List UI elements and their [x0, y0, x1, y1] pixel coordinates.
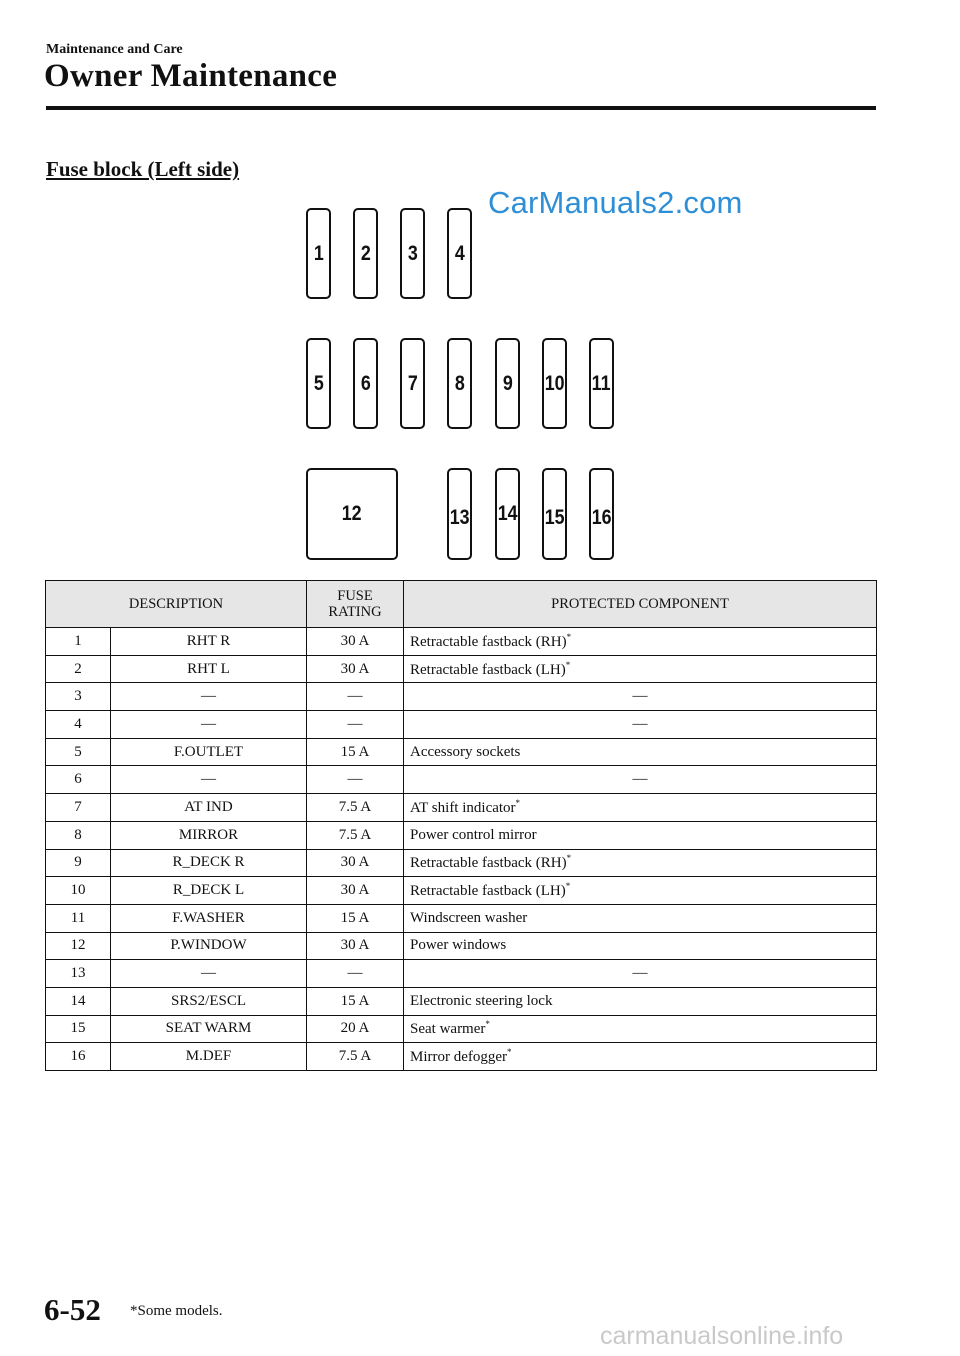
fuse-rating-cell: 15 A	[307, 904, 404, 932]
fuse-number-cell: 7	[46, 794, 111, 822]
protected-component-cell	[404, 711, 877, 739]
header-description: DESCRIPTION	[46, 581, 307, 628]
component-text: —	[632, 715, 648, 732]
fuse-rating-cell: 7.5 A	[307, 794, 404, 822]
fuse-12: 12	[306, 468, 398, 560]
table-row	[46, 711, 877, 739]
component-text: Retractable fastback (RH)	[410, 633, 567, 650]
fuse-description-cell: F.OUTLET	[111, 738, 307, 766]
fuse-rating-cell: 30 A	[307, 849, 404, 877]
table-row	[46, 849, 877, 877]
fuse-rating-cell: 30 A	[307, 877, 404, 905]
protected-component-cell	[404, 821, 877, 849]
fuse-rating-cell: 15 A	[307, 738, 404, 766]
fuse-number-cell: 3	[46, 683, 111, 711]
page-number: 6-52	[44, 1292, 101, 1327]
fuse-number-cell: 5	[46, 738, 111, 766]
some-models-marker: *	[485, 1019, 490, 1030]
protected-component-cell	[404, 849, 877, 877]
some-models-marker: *	[507, 1047, 512, 1058]
fuse-3: 3	[400, 208, 425, 299]
fuse-number-cell: 8	[46, 821, 111, 849]
fuse-description-cell: RHT L	[111, 655, 307, 683]
fuse-number-cell: 9	[46, 849, 111, 877]
fuse-block-heading: Fuse block (Left side)	[46, 157, 240, 181]
page-title: Owner Maintenance	[44, 58, 338, 94]
fuse-description-cell: R_DECK L	[111, 877, 307, 905]
table-header-row	[46, 581, 877, 628]
fuse-rating-cell: —	[307, 711, 404, 739]
fuse-description-cell: —	[111, 711, 307, 739]
fuse-1: 1	[306, 208, 331, 299]
watermark-top: CarManuals2.com	[488, 185, 743, 220]
component-text: Power control mirror	[410, 826, 537, 843]
header-fuse-rating: FUSE RATING	[307, 581, 404, 628]
component-text: Accessory sockets	[410, 743, 521, 760]
protected-component-cell	[404, 1015, 877, 1043]
fuse-rating-cell: —	[307, 960, 404, 988]
protected-component-cell	[404, 987, 877, 1015]
protected-component-cell	[404, 628, 877, 656]
table-row	[46, 683, 877, 711]
table-row	[46, 987, 877, 1015]
fuse-number-cell: 15	[46, 1015, 111, 1043]
table-row	[46, 794, 877, 822]
fuse-number-cell: 6	[46, 766, 111, 794]
fuse-rating-cell: —	[307, 683, 404, 711]
fuse-rating-cell: 30 A	[307, 932, 404, 960]
title-divider	[46, 106, 876, 110]
fuse-description-cell: M.DEF	[111, 1043, 307, 1071]
protected-component-cell	[404, 738, 877, 766]
fuse-description-cell: F.WASHER	[111, 904, 307, 932]
fuse-description-cell: —	[111, 960, 307, 988]
fuse-14: 14	[495, 468, 520, 560]
footnote: *Some models.	[130, 1303, 223, 1319]
fuse-16: 16	[589, 468, 614, 560]
table-row	[46, 904, 877, 932]
component-text: AT shift indicator	[410, 799, 516, 816]
fuse-rating-cell: 7.5 A	[307, 821, 404, 849]
table-row	[46, 877, 877, 905]
fuse-description-cell: —	[111, 683, 307, 711]
table-row	[46, 655, 877, 683]
protected-component-cell	[404, 932, 877, 960]
component-text: Windscreen washer	[410, 909, 528, 926]
fuse-rating-cell: 30 A	[307, 628, 404, 656]
some-models-marker: *	[565, 659, 571, 670]
fuse-11: 11	[589, 338, 614, 429]
fuse-15: 15	[542, 468, 567, 560]
fuse-description-cell: P.WINDOW	[111, 932, 307, 960]
fuse-number-cell: 11	[46, 904, 111, 932]
protected-component-cell	[404, 877, 877, 905]
fuse-description-cell: RHT R	[111, 628, 307, 656]
watermark-bottom: carmanualsonline.info	[600, 1322, 844, 1350]
fuse-2: 2	[353, 208, 378, 299]
fuse-description-cell: —	[111, 766, 307, 794]
fuse-description-cell: MIRROR	[111, 821, 307, 849]
section-label: Maintenance and Care	[46, 42, 183, 57]
some-models-marker: *	[566, 853, 572, 864]
protected-component-cell	[404, 904, 877, 932]
fuse-6: 6	[353, 338, 378, 429]
protected-component-cell	[404, 794, 877, 822]
fuse-number-cell: 13	[46, 960, 111, 988]
fuse-4: 4	[447, 208, 472, 299]
fuse-number-cell: 14	[46, 987, 111, 1015]
protected-component-cell	[404, 1043, 877, 1071]
fuse-9: 9	[495, 338, 520, 429]
component-text: Seat warmer	[410, 1021, 486, 1038]
fuse-rating-cell: 15 A	[307, 987, 404, 1015]
component-text: Mirror defogger	[410, 1049, 508, 1066]
protected-component-cell	[404, 655, 877, 683]
fuse-7: 7	[400, 338, 425, 429]
table-row	[46, 766, 877, 794]
component-text: —	[632, 771, 648, 788]
table-row	[46, 738, 877, 766]
fuse-rating-cell: —	[307, 766, 404, 794]
fuse-number-cell: 4	[46, 711, 111, 739]
some-models-marker: *	[566, 631, 572, 642]
fuse-13: 13	[447, 468, 472, 560]
fuse-number-cell: 10	[46, 877, 111, 905]
component-text: Retractable fastback (RH)	[410, 855, 567, 872]
component-text: Retractable fastback (LH)	[410, 661, 566, 678]
table-row	[46, 821, 877, 849]
fuse-10: 10	[542, 338, 567, 429]
fuse-description-cell: R_DECK R	[111, 849, 307, 877]
fuse-number-cell: 2	[46, 655, 111, 683]
fuse-table	[45, 580, 877, 1071]
fuse-description-cell: SRS2/ESCL	[111, 987, 307, 1015]
fuse-number-cell: 12	[46, 932, 111, 960]
protected-component-cell	[404, 766, 877, 794]
component-text: —	[632, 965, 648, 982]
fuse-number-cell: 1	[46, 628, 111, 656]
table-row	[46, 960, 877, 988]
table-row	[46, 628, 877, 656]
fuse-8: 8	[447, 338, 472, 429]
protected-component-cell	[404, 960, 877, 988]
fuse-description-cell: AT IND	[111, 794, 307, 822]
component-text: Power windows	[410, 937, 507, 954]
fuse-table-body	[46, 628, 877, 1071]
component-text: —	[632, 688, 648, 705]
component-text: Electronic steering lock	[410, 992, 553, 1009]
protected-component-cell	[404, 683, 877, 711]
fuse-5: 5	[306, 338, 331, 429]
fuse-rating-cell: 30 A	[307, 655, 404, 683]
table-row	[46, 1015, 877, 1043]
fuse-rating-cell: 7.5 A	[307, 1043, 404, 1071]
fuse-number-cell: 16	[46, 1043, 111, 1071]
some-models-marker: *	[565, 881, 571, 892]
table-row	[46, 1043, 877, 1071]
table-row	[46, 932, 877, 960]
header-protected-component: PROTECTED COMPONENT	[404, 581, 877, 628]
some-models-marker: *	[515, 797, 521, 808]
fuse-rating-cell: 20 A	[307, 1015, 404, 1043]
component-text: Retractable fastback (LH)	[410, 883, 566, 900]
fuse-description-cell: SEAT WARM	[111, 1015, 307, 1043]
